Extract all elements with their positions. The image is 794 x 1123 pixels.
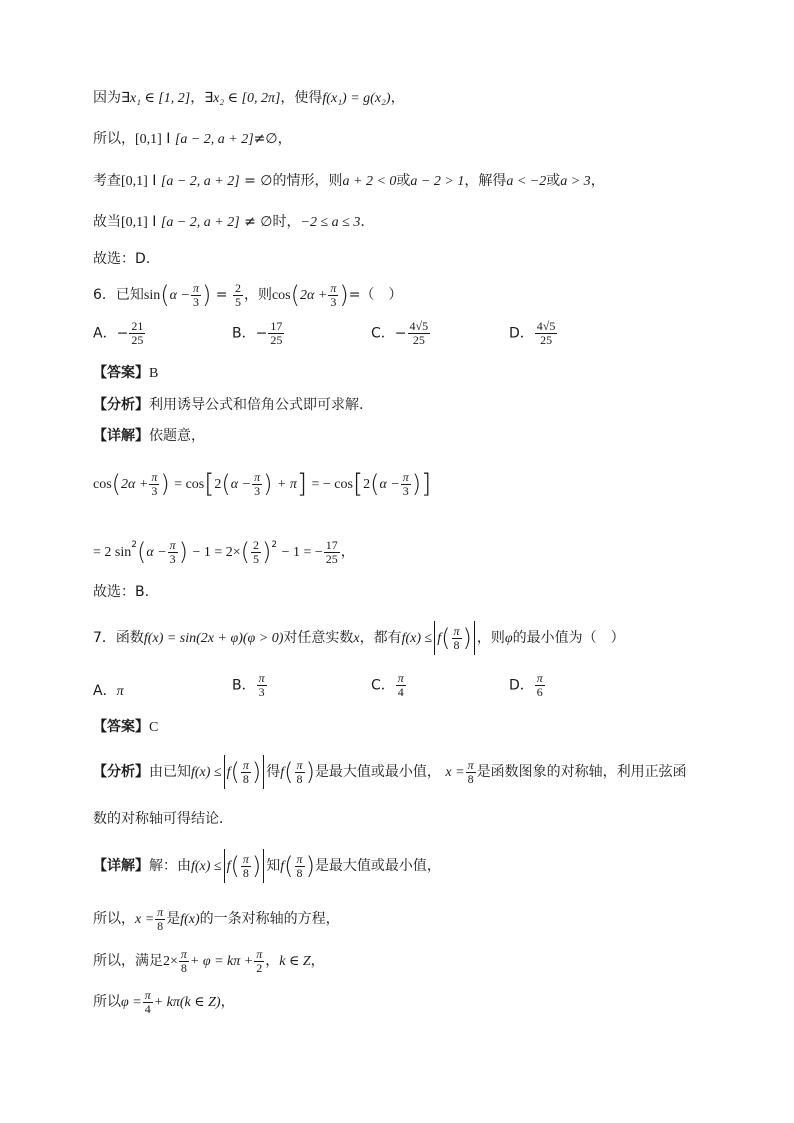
- text: ，: [390, 90, 405, 106]
- math-interval: [a − 2, a + 2]: [160, 174, 240, 189]
- math-term: α −: [169, 288, 190, 303]
- text: 所以: [93, 994, 121, 1010]
- option-a[interactable]: A．− $\frac{21}{25}$: [93, 319, 144, 347]
- text: 解：由: [149, 858, 191, 874]
- detail-tag: 【详解】: [93, 428, 149, 444]
- analysis-tag: 【分析】: [93, 764, 149, 780]
- fraction: $\frac{\pi}{3}$: [330, 280, 337, 309]
- text: 对任意实数: [283, 630, 354, 646]
- option-d[interactable]: D． $\frac{\pi}{6}$: [509, 671, 543, 699]
- math-eq: =: [215, 287, 228, 303]
- math-fn: cos: [271, 288, 291, 303]
- equation-2: = 2 $\sin^2(\alpha$ − $\frac{\pi}{3}$ ) − 1 = 2×( $\frac{2}{5}$ )$^2$ − 1 = − $\frac{17}{25}$ ，: [93, 537, 355, 566]
- text: .: [360, 214, 365, 230]
- math-interval: [a − 2, a + 2]: [160, 215, 240, 230]
- analysis-7-cont: [93, 810, 233, 828]
- math-set: [0,1]: [121, 174, 148, 189]
- line-intersection: [93, 130, 292, 149]
- math-term: 2α +: [300, 288, 328, 303]
- question-number: 7．函数: [93, 630, 144, 646]
- text: 考查: [93, 173, 121, 189]
- text: 知: [266, 858, 281, 874]
- option-label: B．: [232, 325, 256, 342]
- text: 是函数图象的对称轴，利用正弦函: [476, 764, 687, 780]
- question-6: 6．已知sin(α − $\frac{\pi}{3}$ ) = $\frac{2}{5}$ ，则cos(2α + $\frac{\pi}{3}$ )=（ ）: [93, 280, 403, 309]
- answer-tag: 【答案】: [93, 719, 149, 735]
- option-b[interactable]: B． $\frac{\pi}{3}$: [232, 671, 265, 699]
- option-label: D．: [509, 325, 534, 342]
- math-cond1: a + 2 < 0: [342, 174, 397, 189]
- math-cap: I: [166, 131, 171, 147]
- math-fn: cos: [93, 477, 112, 492]
- text: 故当: [93, 214, 121, 230]
- text: 得: [266, 764, 281, 780]
- text: 是最大值或最小值，: [314, 858, 441, 874]
- text: ，: [590, 173, 605, 189]
- math-x1: x₁ ∈ [1, 2]: [129, 91, 191, 106]
- fraction: $\frac{21}{25}$: [131, 319, 144, 347]
- question-number: 6．已知: [93, 287, 144, 303]
- text: ，则: [243, 287, 272, 303]
- text: ，都有: [359, 630, 402, 646]
- text: ，: [265, 953, 280, 969]
- analysis-6: [93, 396, 363, 414]
- math-cap: I: [152, 173, 157, 189]
- math-fn: = cos: [174, 477, 205, 492]
- text: 是最大值或最小值，: [314, 764, 441, 780]
- text: 所以，: [93, 131, 135, 147]
- text: 故选：B.: [93, 584, 150, 600]
- detail-7: 【详解】解：由f(x) ≤ f( $\frac{\pi}{8}$ ) 知f( $\frac{\pi}{8}$ )是最大值或最小值，: [93, 846, 441, 887]
- option-label: A．: [93, 683, 117, 699]
- fraction: $\frac{\pi}{3}$: [192, 280, 199, 309]
- math-set: [0,1]: [135, 132, 162, 147]
- step-3: 所以φ = $\frac{\pi}{4}$ + kπ(k ∈ Z)，: [93, 987, 235, 1016]
- text: 利用诱导公式和倍角公式即可求解.: [149, 397, 364, 413]
- text: ≠∅，: [253, 131, 292, 147]
- fraction: $\frac{4√5}{25}$: [409, 319, 429, 347]
- math-interval: [a − 2, a + 2]: [174, 132, 254, 147]
- text: 或: [546, 173, 561, 189]
- math-x2: x₂ ∈ [0, 2π]: [213, 91, 281, 106]
- line-choose-b: [93, 583, 149, 601]
- fraction: $\frac{4√5}{25}$: [536, 319, 556, 347]
- text: 或: [396, 173, 411, 189]
- analysis-tag: 【分析】: [93, 397, 149, 413]
- option-label: C．: [371, 325, 395, 342]
- option-label: B．: [232, 677, 256, 694]
- text: ，∃: [190, 90, 214, 106]
- line-exists: [93, 89, 405, 108]
- answer-7: [93, 718, 158, 737]
- math-cond2: a − 2 > 1: [410, 174, 465, 189]
- text: 的一条对称轴的方程，: [199, 911, 340, 927]
- option-label: C．: [371, 677, 395, 694]
- analysis-7: 【分析】由已知f(x) ≤ f( $\frac{\pi}{8}$ ) 得f( $\frac{\pi}{8}$ )是最大值或最小值， x = $\frac{\pi}{8}$ 是函数图象的对称轴，利用正弦函: [93, 752, 687, 793]
- text: ，: [220, 994, 235, 1010]
- math-ne-empty: ≠ ∅: [244, 214, 273, 230]
- option-label: A．: [93, 325, 117, 342]
- text: 故选：D.: [93, 251, 151, 267]
- fraction: $\frac{17}{25}$: [270, 319, 283, 347]
- math-fn: sin: [143, 288, 161, 303]
- text: 是: [166, 911, 181, 927]
- math-set: [0,1]: [121, 215, 148, 230]
- text: =（ ）: [348, 287, 403, 303]
- detail-6: [93, 427, 205, 445]
- option-a[interactable]: A．π: [93, 683, 124, 699]
- option-b[interactable]: B．− $\frac{17}{25}$: [232, 319, 283, 347]
- math-range: −2 ≤ a ≤ 3: [300, 215, 361, 230]
- text: ，使得: [280, 90, 323, 106]
- text: 的最小值为（ ）: [512, 630, 625, 646]
- text: 因为∃: [93, 90, 130, 106]
- text: 数的对称轴可得结论．: [93, 811, 233, 827]
- text: 时，: [272, 214, 301, 230]
- text: 的情形，则: [272, 173, 343, 189]
- option-label: D．: [509, 677, 534, 694]
- option-c[interactable]: C． $\frac{\pi}{4}$: [371, 671, 404, 699]
- question-7: 7．函数f(x) = sin(2x + φ)(φ > 0)对任意实数x，都有f(x) ≤ f( $\frac{\pi}{8}$ ) ，则φ的最小值为（ ）: [93, 620, 625, 657]
- answer-value: B: [149, 366, 159, 381]
- text: 由已知: [149, 764, 191, 780]
- step-2: 所以，满足2× $\frac{\pi}{8}$ + φ = kπ + $\frac{\pi}{2}$ ，k ∈ Z，: [93, 946, 325, 975]
- math-fn: = 2 sin: [93, 545, 132, 560]
- math-cap: I: [152, 214, 157, 230]
- option-c[interactable]: C．− $\frac{4√5}{25}$: [371, 319, 429, 347]
- detail-tag: 【详解】: [93, 858, 149, 874]
- option-d[interactable]: [509, 320, 558, 347]
- equation-1: cos(2α + $\frac{\pi}{3}$ ) = cos[2(α − $\frac{\pi}{3}$ ) + π] = − cos[2(α − $\frac{\pi}{3}$ )]: [93, 469, 432, 499]
- answer-value: C: [149, 720, 159, 735]
- answer-6: [93, 364, 158, 383]
- text: ，解得: [464, 173, 507, 189]
- math-eq-empty: = ∅: [244, 173, 273, 189]
- math-sol2: a > 3: [560, 174, 591, 189]
- text: 所以，满足: [93, 953, 163, 969]
- line-choose-d: [93, 250, 150, 268]
- line-consider: [93, 172, 605, 191]
- step-1: 所以，x = $\frac{\pi}{8}$ 是f(x)的一条对称轴的方程，: [93, 904, 340, 933]
- math-sol1: a < −2: [506, 174, 547, 189]
- math-fx-eq: f(x₁) = g(x₂): [322, 91, 391, 106]
- text: 所以，: [93, 911, 135, 927]
- text: 依题意，: [149, 428, 205, 444]
- math-fn: = − cos: [311, 477, 353, 492]
- text: ，则: [476, 630, 505, 646]
- answer-tag: 【答案】: [93, 365, 149, 381]
- line-therefore: [93, 213, 365, 232]
- fraction: $\frac{2}{5}$: [234, 280, 241, 309]
- math-fx: f(x) = sin(2x + φ)(φ > 0): [143, 631, 284, 646]
